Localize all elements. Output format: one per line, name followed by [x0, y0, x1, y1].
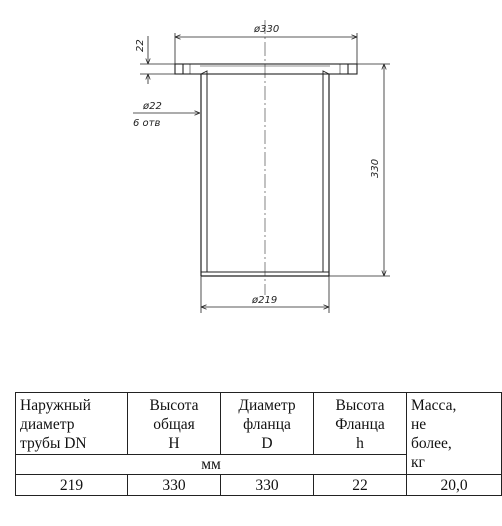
specification-table — [15, 392, 502, 496]
hole-count-label: 6 отв — [133, 118, 161, 129]
header-total-height: Высота общая H — [128, 393, 221, 455]
pipe-diameter-label: ø219 — [252, 295, 278, 306]
header-row — [16, 393, 502, 455]
hole-diameter-label: ø22 — [143, 101, 162, 112]
flange-thickness-label: 22 — [135, 39, 146, 52]
height-label: 330 — [370, 158, 381, 178]
header-flange-height: Высота Фланца h — [314, 393, 407, 455]
header-flange-diameter: Диаметр фланца D — [221, 393, 314, 455]
values-row — [16, 475, 502, 496]
flange-diameter-label: ø330 — [254, 24, 280, 35]
value-mass: 20,0 — [407, 475, 502, 496]
units-cell: мм — [16, 455, 407, 475]
value-outer-diameter: 219 — [16, 475, 128, 496]
value-flange-height: 22 — [314, 475, 407, 496]
header-mass: Масса, не более, кг — [407, 393, 502, 475]
flange-diameter-dimension — [175, 33, 357, 64]
value-total-height: 330 — [128, 475, 221, 496]
value-flange-diameter: 330 — [221, 475, 314, 496]
flange — [175, 64, 357, 74]
header-outer-diameter: Наружный диаметр трубы DN — [16, 393, 128, 455]
